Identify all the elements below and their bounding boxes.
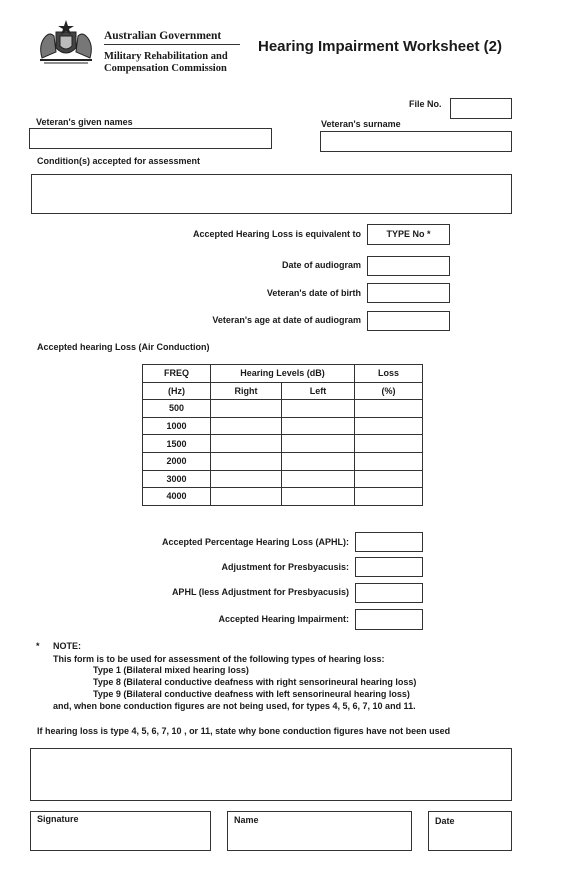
audiogram-date-field[interactable]: [367, 256, 450, 276]
note-type8: Type 8 (Bilateral conductive deafness with right sensorineural hearing loss): [93, 677, 417, 687]
note-tail: and, when bone conduction figures are not being used, for types 4, 5, 6, 7, 10 and 11.: [53, 701, 416, 711]
agency-name-line1: Military Rehabilitation and: [104, 51, 228, 62]
coat-of-arms-icon: [34, 18, 98, 66]
surname-field[interactable]: [320, 131, 512, 152]
right-header: Right: [211, 382, 282, 400]
right-cell[interactable]: [211, 435, 282, 453]
audiogram-date-label: Date of audiogram: [281, 260, 361, 270]
date-field[interactable]: [428, 811, 512, 851]
hearing-levels-table: [142, 364, 423, 506]
surname-label: Veteran's surname: [321, 119, 401, 129]
right-cell[interactable]: [211, 470, 282, 488]
note-type1: Type 1 (Bilateral mixed hearing loss): [93, 665, 249, 675]
left-header: Left: [282, 382, 355, 400]
note-type9: Type 9 (Bilateral conductive deafness with left sensorineural hearing loss): [93, 689, 410, 699]
freq-cell: 2000: [143, 452, 211, 470]
note-intro: This form is to be used for assessment of the following types of hearing loss:: [53, 654, 385, 664]
loss-cell[interactable]: [355, 400, 423, 418]
left-cell[interactable]: [282, 417, 355, 435]
table-row: [143, 435, 423, 453]
freq-cell: 1500: [143, 435, 211, 453]
loss-cell[interactable]: [355, 488, 423, 506]
note-heading: NOTE:: [53, 641, 81, 651]
table-row: [143, 400, 423, 418]
loss-header: Loss: [355, 365, 423, 383]
dob-label: Veteran's date of birth: [266, 288, 361, 298]
aphl-label: Accepted Percentage Hearing Loss (APHL):: [161, 537, 349, 547]
hearing-levels-header: Hearing Levels (dB): [211, 365, 355, 383]
loss-cell[interactable]: [355, 452, 423, 470]
conditions-field[interactable]: [31, 174, 512, 214]
age-field[interactable]: [367, 311, 450, 331]
freq-cell: 1000: [143, 417, 211, 435]
loss-pct-header: (%): [355, 382, 423, 400]
freq-cell: 3000: [143, 470, 211, 488]
signature-field[interactable]: [30, 811, 211, 851]
hz-header: (Hz): [143, 382, 211, 400]
name-label: Name: [234, 815, 259, 825]
aphl-field[interactable]: [355, 532, 423, 552]
left-cell[interactable]: [282, 400, 355, 418]
table-heading: Accepted hearing Loss (Air Conduction): [37, 342, 210, 352]
table-row: [143, 452, 423, 470]
file-no-label: File No.: [409, 99, 442, 109]
agency-name-line2: Compensation Commission: [104, 63, 227, 74]
equivalent-label: Accepted Hearing Loss is equivalent to: [192, 229, 361, 239]
signature-label: Signature: [37, 814, 79, 824]
bone-question-label: If hearing loss is type 4, 5, 6, 7, 10 , or 11, state why bone conduction figures have not been used: [37, 726, 451, 736]
page-title: Hearing Impairment Worksheet (2): [258, 38, 502, 55]
freq-cell: 500: [143, 400, 211, 418]
loss-cell[interactable]: [355, 470, 423, 488]
name-field[interactable]: [227, 811, 412, 851]
loss-cell[interactable]: [355, 417, 423, 435]
left-cell[interactable]: [282, 470, 355, 488]
right-cell[interactable]: [211, 488, 282, 506]
right-cell[interactable]: [211, 400, 282, 418]
date-label: Date: [435, 816, 455, 826]
aphl-less-field[interactable]: [355, 583, 423, 603]
presbyacusis-field[interactable]: [355, 557, 423, 577]
note-asterisk: *: [36, 641, 40, 651]
government-name: Australian Government: [104, 30, 222, 42]
freq-header: FREQ: [143, 365, 211, 383]
impairment-field[interactable]: [355, 609, 423, 630]
bone-reason-field[interactable]: [30, 748, 512, 801]
table-row: [143, 470, 423, 488]
given-names-field[interactable]: [29, 128, 272, 149]
left-cell[interactable]: [282, 488, 355, 506]
aphl-less-label: APHL (less Adjustment for Presbyacusis): [171, 587, 349, 597]
dob-field[interactable]: [367, 283, 450, 303]
table-row: [143, 488, 423, 506]
right-cell[interactable]: [211, 417, 282, 435]
presbyacusis-label: Adjustment for Presbyacusis:: [221, 562, 349, 572]
header-divider: [104, 44, 240, 45]
type-no-field[interactable]: TYPE No *: [367, 224, 450, 245]
right-cell[interactable]: [211, 452, 282, 470]
table-row: [143, 417, 423, 435]
conditions-label: Condition(s) accepted for assessment: [37, 156, 201, 166]
left-cell[interactable]: [282, 435, 355, 453]
left-cell[interactable]: [282, 452, 355, 470]
file-no-field[interactable]: [450, 98, 512, 119]
age-label: Veteran's age at date of audiogram: [212, 315, 361, 325]
impairment-label: Accepted Hearing Impairment:: [218, 614, 349, 624]
freq-cell: 4000: [143, 488, 211, 506]
given-names-label: Veteran's given names: [36, 117, 133, 127]
loss-cell[interactable]: [355, 435, 423, 453]
